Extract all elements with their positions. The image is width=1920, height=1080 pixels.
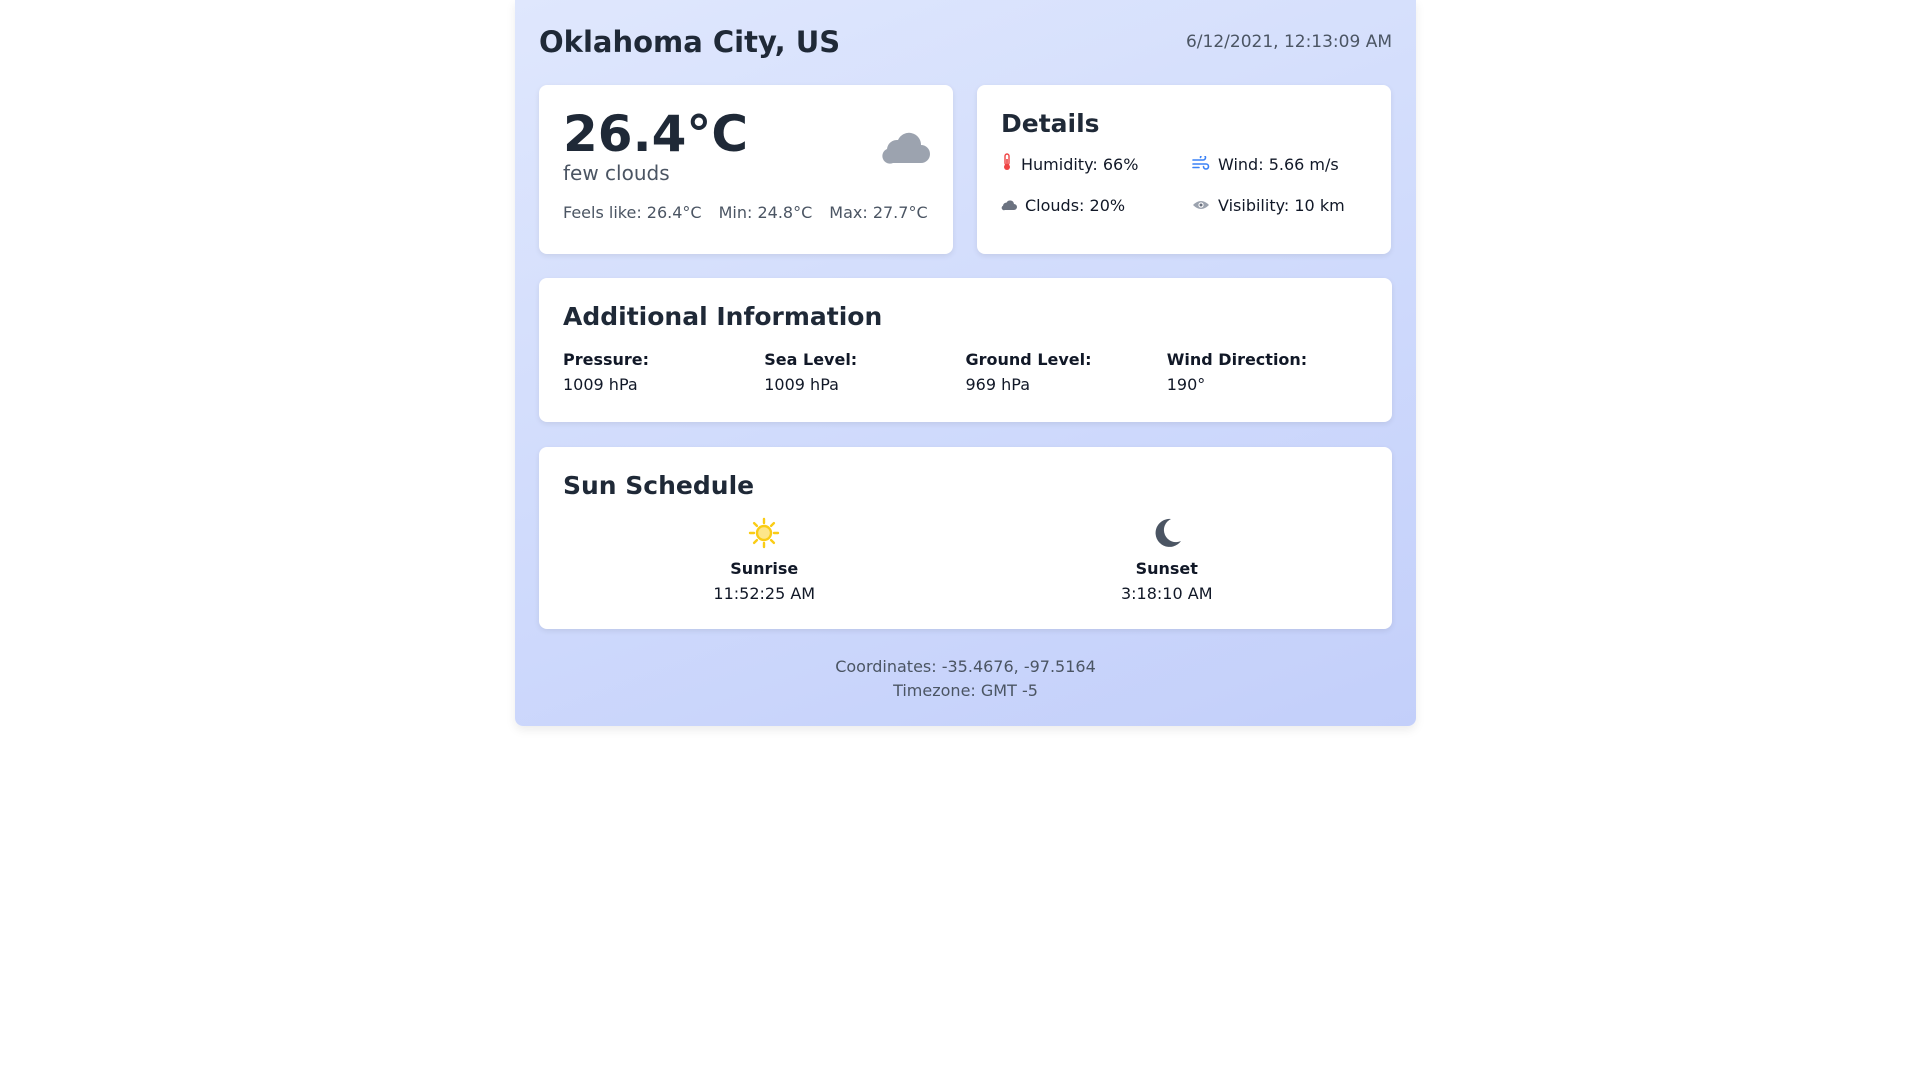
weather-panel: [515, 0, 1416, 726]
pressure-value: 1009 hPa: [563, 375, 638, 394]
sunset-label: Sunset: [1135, 559, 1198, 578]
wind-direction-value: 190°: [1166, 375, 1206, 394]
timezone: Timezone: GMT -5: [893, 681, 1038, 700]
header: [539, 24, 1392, 60]
eye-icon: [1192, 196, 1210, 215]
cloud-icon: [881, 129, 931, 169]
sunset-item: [966, 517, 1369, 603]
sunrise-time: 11:52:25 AM: [713, 584, 816, 603]
city-name: Oklahoma City, US: [539, 25, 841, 59]
visibility-text: Visibility: 10 km: [1218, 195, 1345, 215]
footer: [539, 655, 1392, 703]
moon-icon: [1151, 517, 1183, 553]
pressure-item: [563, 350, 764, 394]
wind-direction-item: [1167, 350, 1368, 394]
sun-schedule-grid: [563, 517, 1368, 603]
wind-text: Wind: 5.66 m/s: [1218, 154, 1339, 174]
details-card: [977, 85, 1391, 254]
sun-icon: [748, 517, 780, 553]
additional-info-grid: [563, 350, 1368, 394]
pressure-label: Pressure:: [563, 350, 650, 369]
sea-level-item: [764, 350, 965, 394]
thermometer-icon: [1001, 153, 1013, 175]
coordinates: Coordinates: -35.4676, -97.5164: [835, 657, 1096, 676]
wind-item: [1192, 153, 1367, 175]
sunrise-item: [563, 517, 966, 603]
wind-icon: [1192, 155, 1210, 174]
additional-info-card: [539, 278, 1392, 422]
clouds-text: Clouds: 20%: [1025, 195, 1126, 215]
details-grid: [1001, 153, 1367, 216]
details-title: Details: [1001, 109, 1100, 138]
humidity-item: [1001, 153, 1192, 175]
weather-description: few clouds: [563, 161, 670, 185]
sun-schedule-title: Sun Schedule: [563, 471, 755, 500]
ground-level-label: Ground Level:: [965, 350, 1092, 369]
max-temp: Max: 27.7°C: [829, 203, 928, 222]
ground-level-value: 969 hPa: [965, 375, 1030, 394]
feels-like: Feels like: 26.4°C: [563, 203, 702, 222]
humidity-text: Humidity: 66%: [1021, 154, 1139, 174]
wind-direction-label: Wind Direction:: [1166, 350, 1308, 369]
current-weather-card: [539, 85, 953, 254]
date-time: 6/12/2021, 12:13:09 AM: [1185, 32, 1392, 52]
top-row: [539, 85, 1392, 254]
clouds-item: [1001, 194, 1192, 216]
visibility-item: [1192, 194, 1367, 216]
sunset-time: 3:18:10 AM: [1120, 584, 1213, 603]
temperature-range: [563, 203, 929, 222]
cloud-icon: [1001, 196, 1017, 215]
sunrise-label: Sunrise: [730, 559, 799, 578]
min-temp: Min: 24.8°C: [718, 203, 813, 222]
additional-info-title: Additional Information: [563, 302, 883, 331]
sun-schedule-card: [539, 447, 1392, 629]
ground-level-item: [966, 350, 1167, 394]
temperature: 26.4°C: [563, 105, 749, 163]
sea-level-label: Sea Level:: [764, 350, 858, 369]
sea-level-value: 1009 hPa: [764, 375, 839, 394]
